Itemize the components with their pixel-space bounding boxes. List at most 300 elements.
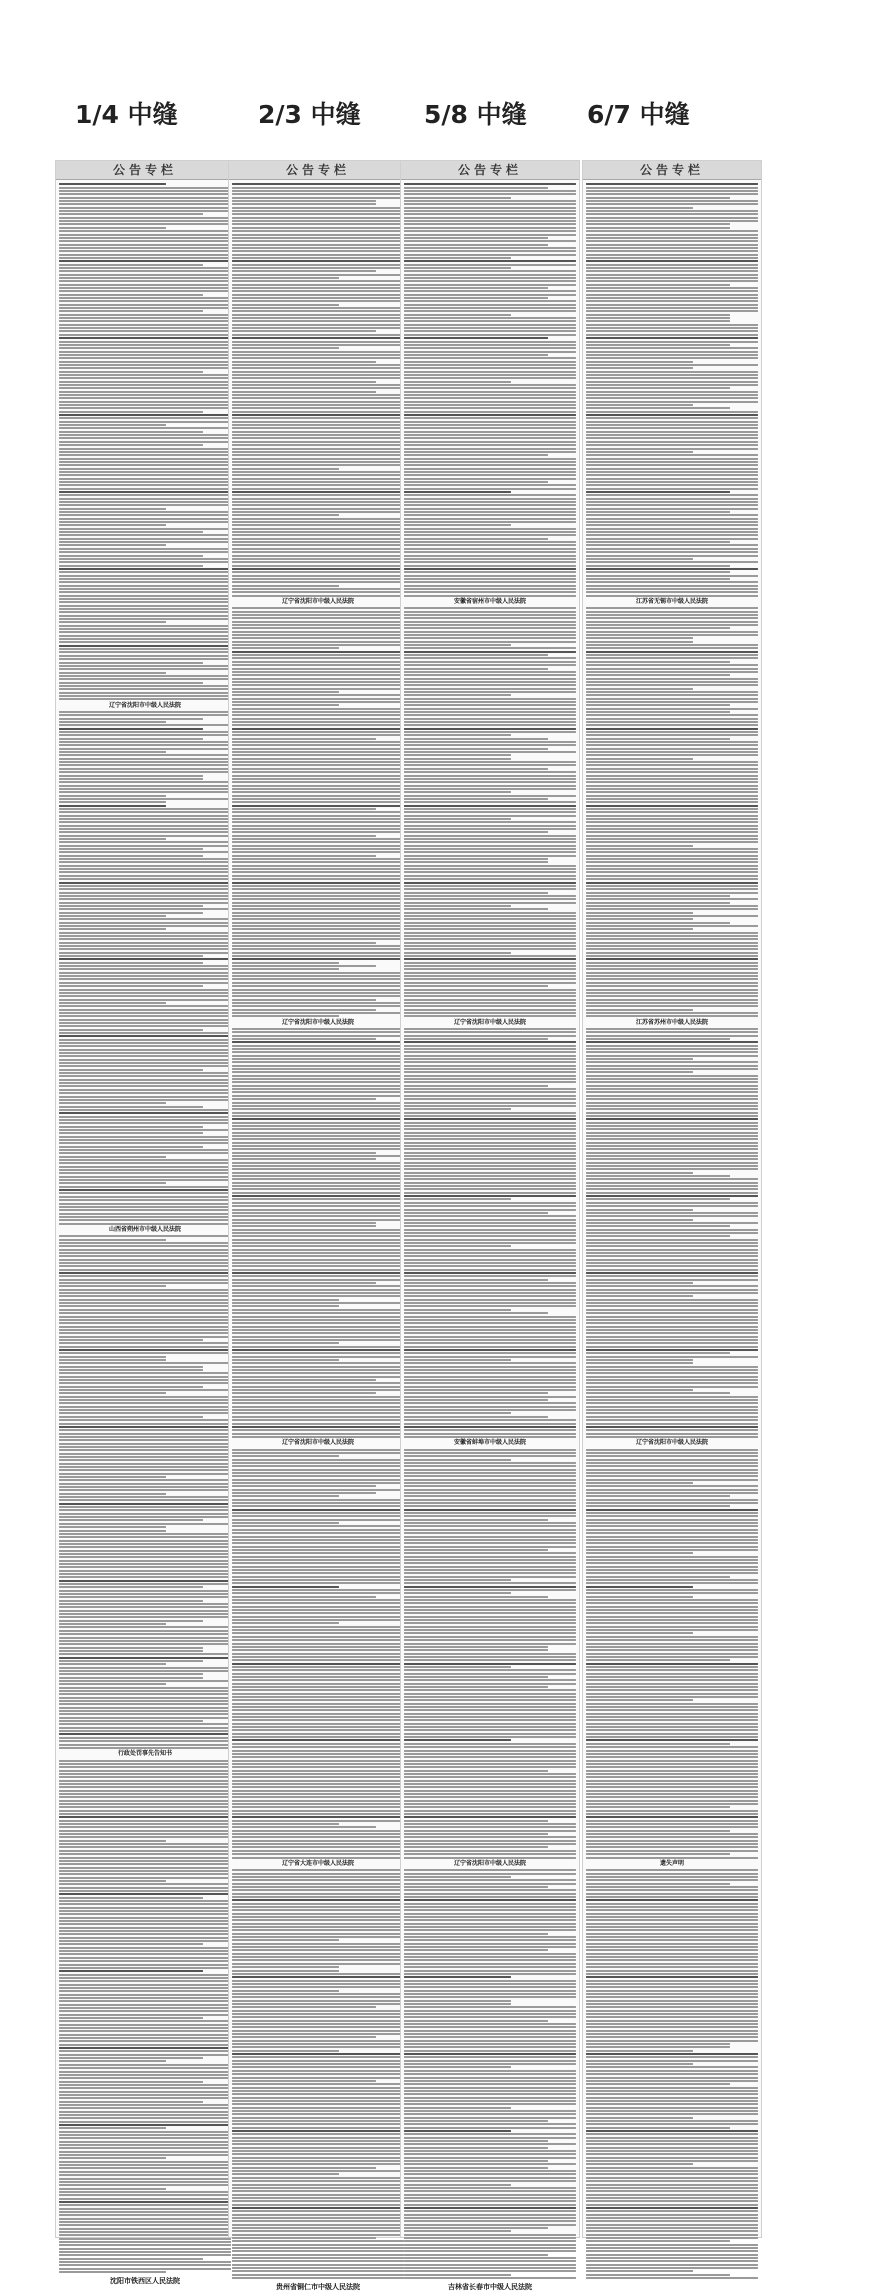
- text-line: [59, 213, 203, 215]
- text-line: [232, 845, 404, 847]
- text-line: [232, 1423, 404, 1425]
- text-line: [404, 297, 548, 299]
- text-line: [404, 508, 576, 510]
- text-line: [232, 1319, 404, 1321]
- text-line: [59, 2238, 231, 2240]
- text-line: [232, 1953, 404, 1955]
- text-line: [586, 1475, 758, 1477]
- text-line: [586, 1205, 758, 1207]
- text-line: [232, 217, 404, 219]
- text-line: [232, 611, 404, 613]
- text-line: [59, 1937, 231, 1939]
- text-line: [404, 1132, 576, 1134]
- text-line: [404, 848, 576, 850]
- text-line: [232, 575, 404, 577]
- text-line: [232, 1188, 404, 1190]
- text-line: [232, 2150, 404, 2152]
- text-line: [586, 1823, 758, 1825]
- text-line: [586, 1886, 758, 1888]
- text-line: [232, 528, 404, 530]
- text-line: [232, 1012, 404, 1014]
- text-line: [232, 1582, 404, 1584]
- text-line: [404, 2066, 511, 2068]
- text-line: [59, 598, 231, 600]
- text-line: [232, 1529, 404, 1531]
- text-line: [232, 1352, 404, 1354]
- text-line: [586, 1803, 758, 1805]
- text-line: [232, 651, 404, 653]
- text-line: [59, 975, 231, 977]
- text-line: [232, 1158, 376, 1160]
- text-line: [232, 2254, 404, 2256]
- text-line: [586, 451, 693, 453]
- text-line: [232, 1212, 404, 1214]
- text-line: [59, 1019, 231, 1021]
- text-line: [232, 1836, 404, 1838]
- text-line: [59, 2174, 231, 2176]
- text-line: [586, 207, 693, 209]
- text-line: [59, 1356, 166, 1358]
- text-line: [404, 247, 576, 249]
- text-line: [232, 2020, 404, 2022]
- text-line: [586, 1336, 758, 1338]
- text-line: [404, 1215, 576, 1217]
- text-line: [586, 728, 758, 730]
- text-line: [59, 474, 231, 476]
- text-line: [232, 1326, 404, 1328]
- text-line: [586, 2234, 758, 2236]
- text-line: [59, 267, 231, 269]
- text-line: [586, 942, 758, 944]
- text-line: [232, 230, 404, 232]
- text-line: [404, 444, 576, 446]
- text-line: [404, 1953, 576, 1955]
- text-line: [59, 1235, 231, 1237]
- text-line: [586, 888, 758, 890]
- text-line: [404, 681, 576, 683]
- text-line: [586, 1145, 758, 1147]
- text-line: [586, 2056, 758, 2058]
- text-line: [59, 1426, 231, 1428]
- text-line: [586, 1589, 758, 1591]
- text-line: [59, 417, 231, 419]
- text-line: [59, 825, 231, 827]
- text-line: [59, 1994, 231, 1996]
- text-line: [232, 1455, 339, 1457]
- text-line: [586, 704, 730, 706]
- text-line: [232, 2050, 339, 2052]
- text-line: [232, 1412, 404, 1414]
- text-line: [404, 330, 576, 332]
- text-line: [404, 290, 576, 292]
- text-line: [232, 1572, 404, 1574]
- text-line: [404, 1833, 548, 1835]
- text-line: [232, 2153, 404, 2155]
- text-line: [586, 922, 730, 924]
- text-line: [59, 1647, 203, 1649]
- text-line: [404, 2170, 576, 2172]
- text-line: [404, 1172, 576, 1174]
- text-line: [586, 1392, 730, 1394]
- text-line: [232, 1168, 404, 1170]
- text-line: [232, 330, 376, 332]
- text-line: [59, 1697, 231, 1699]
- text-line: [404, 1803, 576, 1805]
- text-line: [232, 501, 404, 503]
- text-line: [232, 371, 404, 373]
- text-line: [232, 1986, 404, 1988]
- text-line: [59, 1035, 231, 1037]
- text-line: [232, 2274, 404, 2276]
- text-line: [232, 1038, 376, 1040]
- text-line: [404, 2107, 511, 2109]
- text-line: [59, 1803, 231, 1805]
- text-line: [232, 1359, 339, 1361]
- text-line: [586, 2016, 758, 2018]
- text-line: [586, 230, 758, 232]
- text-line: [586, 1970, 758, 1972]
- text-line: [232, 801, 404, 803]
- text-line: [586, 351, 758, 353]
- text-line: [404, 1592, 511, 1594]
- text-line: [404, 1118, 576, 1120]
- text-line: [232, 882, 404, 884]
- text-line: [404, 1376, 576, 1378]
- text-line: [404, 678, 576, 680]
- text-line: [59, 925, 231, 927]
- text-line: [232, 1919, 404, 1921]
- text-line: [404, 2040, 576, 2042]
- text-line: [404, 1402, 576, 1404]
- text-line: [59, 304, 231, 306]
- text-line: [59, 2194, 231, 2196]
- text-line: [404, 2060, 576, 2062]
- text-line: [59, 264, 203, 266]
- text-line: [586, 1382, 758, 1384]
- text-line: [404, 1316, 576, 1318]
- text-line: [232, 691, 339, 693]
- text-line: [404, 1653, 576, 1655]
- text-line: [232, 320, 404, 322]
- text-line: [232, 1145, 404, 1147]
- text-line: [404, 1002, 576, 1004]
- text-line: [404, 511, 576, 513]
- text-line: [586, 918, 693, 920]
- text-line: [586, 2250, 758, 2252]
- text-line: [404, 1051, 576, 1053]
- section-title: 辽宁省沈阳市中级人民法院: [635, 1439, 708, 1447]
- text-line: [404, 1168, 576, 1170]
- text-line: [586, 989, 758, 991]
- section-title: 江苏省苏州市中级人民法院: [635, 1018, 708, 1026]
- text-line: [59, 1285, 166, 1287]
- text-line: [59, 2218, 231, 2220]
- text-line: [404, 1265, 576, 1267]
- text-line: [586, 551, 758, 553]
- text-line: [232, 1356, 404, 1358]
- announcement-column-1[interactable]: [55, 160, 235, 2286]
- text-line: [404, 2153, 576, 2155]
- text-line: [586, 310, 758, 312]
- text-line: [232, 304, 339, 306]
- text-line: [404, 657, 576, 659]
- text-line: [404, 1012, 576, 1014]
- text-line: [404, 902, 576, 904]
- text-line: [586, 1449, 758, 1451]
- text-line: [404, 1192, 576, 1194]
- text-line: [586, 1743, 730, 1745]
- text-line: [59, 2188, 166, 2190]
- text-line: [586, 377, 758, 379]
- text-line: [59, 1703, 231, 1705]
- text-line: [59, 908, 231, 910]
- text-line: [586, 2060, 758, 2062]
- text-line: [586, 1269, 758, 1271]
- text-line: [232, 835, 376, 837]
- text-line: [586, 1943, 758, 1945]
- text-line: [586, 531, 758, 533]
- text-line: [404, 1916, 576, 1918]
- text-line: [59, 608, 231, 610]
- text-line: [232, 1963, 404, 1965]
- text-line: [586, 865, 758, 867]
- text-line: [586, 1606, 758, 1608]
- text-line: [404, 671, 576, 673]
- text-line: [59, 1096, 231, 1098]
- text-line: [586, 1299, 758, 1301]
- text-line: [59, 494, 231, 496]
- text-line: [232, 2137, 404, 2139]
- text-line: [404, 237, 548, 239]
- text-line: [586, 748, 758, 750]
- text-line: [404, 2163, 576, 2165]
- text-line: [586, 2063, 693, 2065]
- text-line: [59, 952, 231, 954]
- text-line: [232, 2214, 404, 2216]
- text-line: [59, 2111, 231, 2113]
- text-line: [586, 1158, 758, 1160]
- text-line: [404, 838, 576, 840]
- text-line: [59, 1496, 231, 1498]
- text-line: [404, 962, 576, 964]
- text-line: [404, 1436, 576, 1438]
- text-line: [232, 848, 404, 850]
- announcement-column-2[interactable]: [228, 160, 408, 2292]
- text-line: [59, 391, 231, 393]
- text-line: [586, 1376, 758, 1378]
- text-line: [232, 1569, 404, 1571]
- text-line: [586, 978, 758, 980]
- text-line: [59, 1319, 231, 1321]
- text-line: [404, 2237, 576, 2239]
- text-line: [232, 1723, 404, 1725]
- text-line: [404, 1222, 576, 1224]
- text-line: [586, 1423, 758, 1425]
- text-line: [232, 1646, 404, 1648]
- text-line: [404, 1489, 576, 1491]
- text-line: [586, 1609, 758, 1611]
- text-line: [59, 1546, 231, 1548]
- text-line: [232, 1045, 404, 1047]
- text-line: [59, 320, 231, 322]
- text-line: [59, 738, 203, 740]
- text-line: [586, 1482, 693, 1484]
- text-line: [59, 1499, 231, 1501]
- text-line: [404, 1433, 576, 1435]
- text-line: [232, 865, 404, 867]
- text-line: [586, 1512, 758, 1514]
- text-line: [404, 434, 576, 436]
- text-line: [404, 1406, 576, 1408]
- text-line: [404, 1586, 576, 1588]
- text-line: [586, 701, 758, 703]
- text-line: [586, 1713, 758, 1715]
- text-line: [586, 1806, 730, 1808]
- text-line: [59, 2030, 231, 2032]
- text-line: [232, 1165, 404, 1167]
- text-line: [404, 1105, 576, 1107]
- text-line: [59, 1289, 231, 1291]
- text-line: [232, 771, 404, 773]
- text-line: [59, 2000, 231, 2002]
- text-line: [586, 1569, 758, 1571]
- text-line: [404, 1108, 511, 1110]
- text-line: [232, 1763, 404, 1765]
- text-line: [232, 274, 404, 276]
- text-line: [404, 2197, 576, 2199]
- text-line: [59, 2157, 166, 2159]
- text-line: [59, 1953, 231, 1955]
- text-line: [586, 1739, 758, 1741]
- text-line: [59, 2271, 166, 2273]
- text-line: [404, 1449, 576, 1451]
- text-line: [232, 1429, 404, 1431]
- text-line: [232, 2257, 404, 2259]
- text-line: [232, 1976, 404, 1978]
- text-line: [232, 481, 404, 483]
- text-line: [586, 928, 693, 930]
- text-line: [586, 2157, 758, 2159]
- text-line: [404, 1790, 576, 1792]
- text-line: [59, 1680, 231, 1682]
- text-line: [59, 294, 203, 296]
- text-line: [404, 701, 576, 703]
- text-line: [586, 999, 758, 1001]
- text-line: [404, 1128, 576, 1130]
- text-line: [232, 367, 404, 369]
- text-line: [59, 898, 231, 900]
- text-line: [232, 1426, 404, 1428]
- text-line: [404, 223, 576, 225]
- text-line: [404, 651, 576, 653]
- text-line: [404, 1091, 576, 1093]
- text-line: [404, 234, 576, 236]
- text-line: [59, 1473, 231, 1475]
- text-line: [404, 1225, 576, 1227]
- text-line: [586, 1649, 758, 1651]
- text-line: [59, 2007, 231, 2009]
- text-line: [232, 244, 404, 246]
- text-line: [59, 1219, 231, 1221]
- text-line: [232, 257, 404, 259]
- text-line: [232, 815, 404, 817]
- text-line: [232, 1125, 404, 1127]
- text-line: [232, 1499, 404, 1501]
- text-line: [232, 831, 404, 833]
- text-line: [232, 1556, 404, 1558]
- announcement-column-4[interactable]: [582, 160, 762, 2238]
- text-line: [232, 1936, 404, 1938]
- text-line: [59, 2097, 231, 2099]
- text-line: [404, 1009, 576, 1011]
- text-line: [232, 314, 404, 316]
- text-line: [586, 1031, 758, 1033]
- text-line: [586, 607, 758, 609]
- text-line: [232, 1222, 376, 1224]
- text-line: [586, 1750, 758, 1752]
- text-line: [232, 624, 404, 626]
- announcement-column-3[interactable]: [400, 160, 580, 2292]
- text-line: [232, 1332, 404, 1334]
- text-line: [586, 811, 758, 813]
- text-line: [59, 581, 231, 583]
- text-line: [232, 1923, 404, 1925]
- text-line: [404, 1519, 548, 1521]
- text-line: [586, 1048, 758, 1050]
- text-line: [59, 1783, 231, 1785]
- text-line: [59, 274, 231, 276]
- text-line: [404, 2010, 576, 2012]
- text-line: [404, 614, 576, 616]
- text-line: [586, 2163, 693, 2165]
- text-line: [586, 1813, 758, 1815]
- text-line: [404, 1929, 576, 1931]
- text-line: [59, 2077, 231, 2079]
- text-line: [586, 401, 758, 403]
- text-line: [404, 320, 576, 322]
- text-line: [232, 2227, 404, 2229]
- text-line: [404, 811, 576, 813]
- text-line: [59, 1733, 231, 1735]
- text-line: [59, 2221, 231, 2223]
- text-line: [404, 1416, 548, 1418]
- text-line: [586, 1956, 758, 1958]
- text-line: [59, 1657, 231, 1659]
- text-line: [586, 1041, 758, 1043]
- text-line: [232, 551, 404, 553]
- text-line: [404, 451, 576, 453]
- text-line: [586, 1309, 758, 1311]
- text-line: [586, 731, 758, 733]
- text-line: [59, 1476, 166, 1478]
- text-line: [404, 888, 576, 890]
- text-line: [586, 424, 758, 426]
- text-line: [586, 711, 730, 713]
- text-line: [59, 441, 231, 443]
- text-line: [404, 317, 576, 319]
- text-line: [59, 571, 231, 573]
- text-line: [59, 1796, 231, 1798]
- text-line: [586, 1372, 758, 1374]
- text-line: [586, 254, 758, 256]
- text-line: [586, 344, 730, 346]
- text-line: [404, 501, 576, 503]
- text-line: [586, 637, 693, 639]
- text-line: [586, 1088, 758, 1090]
- text-line: [59, 384, 231, 386]
- text-line: [232, 565, 404, 567]
- text-line: [586, 1215, 758, 1217]
